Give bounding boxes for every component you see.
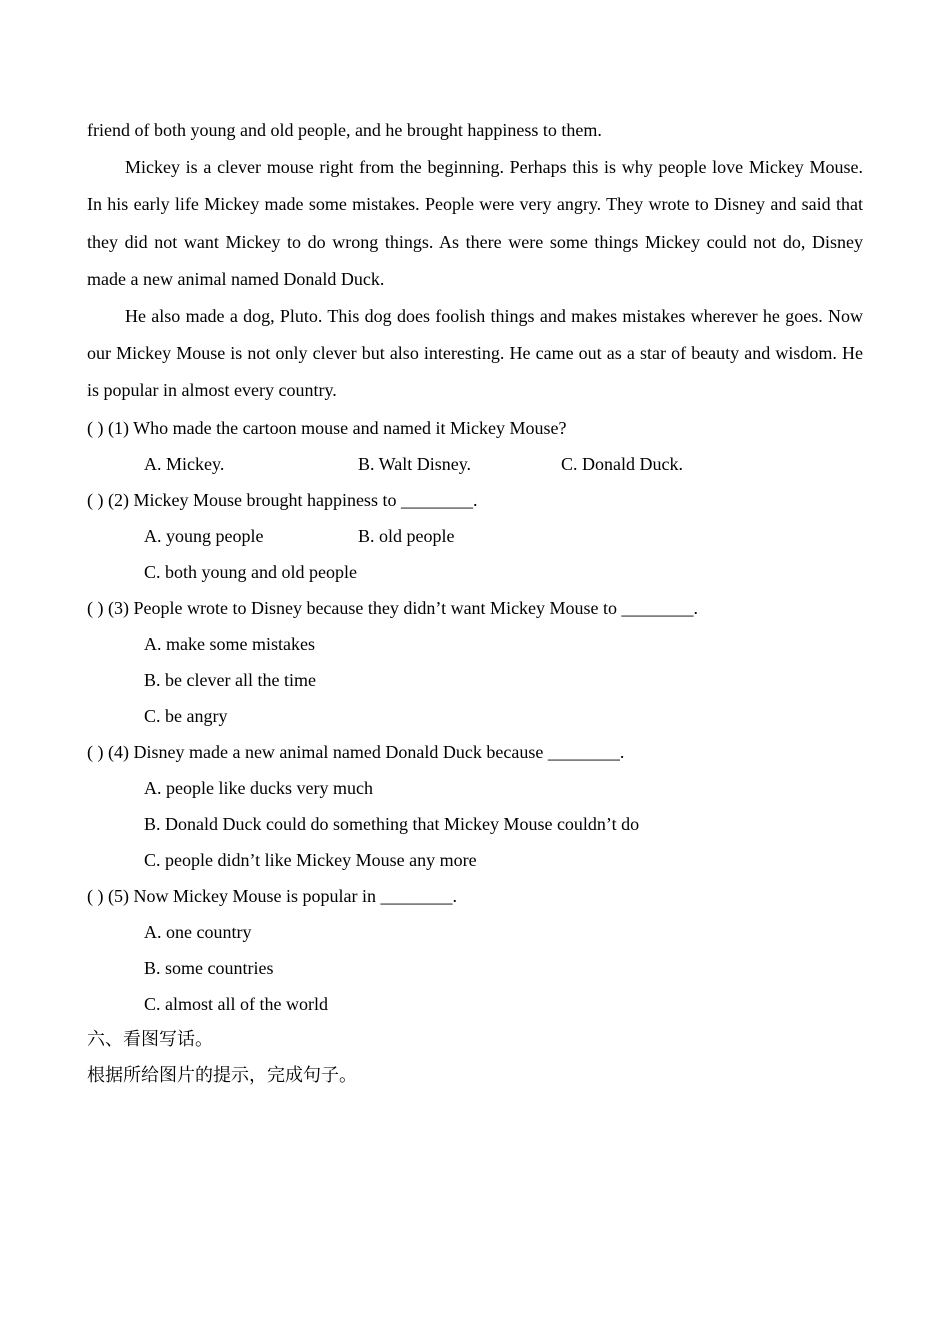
question-4-stem: ( ) (4) Disney made a new animal named Donald Duck because ________. xyxy=(87,741,625,762)
question-4-option-c: C. people didn’t like Mickey Mouse any more xyxy=(144,849,477,870)
question-5-option-c: C. almost all of the world xyxy=(144,993,328,1014)
question-3-stem: ( ) (3) People wrote to Disney because they didn’t want Mickey Mouse to ________. xyxy=(87,597,699,618)
section-6-instruction: 根据所给图片的提示，完成句子。 xyxy=(87,1064,357,1086)
question-2-stem: ( ) (2) Mickey Mouse brought happiness to ________. xyxy=(87,489,478,510)
question-3-option-c: C. be angry xyxy=(144,705,228,726)
worksheet-page xyxy=(87,112,863,1094)
question-2-option-a: A. young people xyxy=(144,525,264,546)
question-2-option-c: C. both young and old people xyxy=(144,561,357,582)
question-1-option-b: B. Walt Disney. xyxy=(358,453,472,474)
question-3-option-a: A. make some mistakes xyxy=(144,633,315,654)
question-1-options xyxy=(87,446,863,482)
passage-paragraph-1: Mickey is a clever mouse right from the beginning. Perhaps this is why people love Mickey Mouse. In his early life Mickey made some mistakes. People were very angry. They wrote to Disney and said that they did not want Mickey to do wrong things. As there were some things Mickey could not do, Disney made a new animal named Donald Duck. xyxy=(87,157,863,289)
passage-paragraph-2: He also made a dog, Pluto. This dog does foolish things and makes mistakes wherever he goes. Now our Mickey Mouse is not only clever but also interesting. He came out as a star of beauty and wisdom. He is popular in almost every country. xyxy=(87,306,863,401)
question-3-option-b: B. be clever all the time xyxy=(144,669,316,690)
section-6-title: 六、看图写话。 xyxy=(87,1028,213,1050)
question-5-option-a: A. one country xyxy=(144,921,252,942)
question-2-options-row xyxy=(87,518,863,554)
question-4-option-b: B. Donald Duck could do something that Mickey Mouse couldn’t do xyxy=(144,813,640,834)
question-1-option-a: A. Mickey. xyxy=(144,453,225,474)
passage-paragraph-0: friend of both young and old people, and he brought happiness to them. xyxy=(87,120,602,140)
question-2-option-b: B. old people xyxy=(358,525,455,546)
question-5-option-b: B. some countries xyxy=(144,957,274,978)
question-5-stem: ( ) (5) Now Mickey Mouse is popular in ________. xyxy=(87,885,457,906)
question-1-stem: ( ) (1) Who made the cartoon mouse and named it Mickey Mouse? xyxy=(87,417,567,438)
question-1-option-c: C. Donald Duck. xyxy=(561,453,683,474)
question-4-option-a: A. people like ducks very much xyxy=(144,777,373,798)
